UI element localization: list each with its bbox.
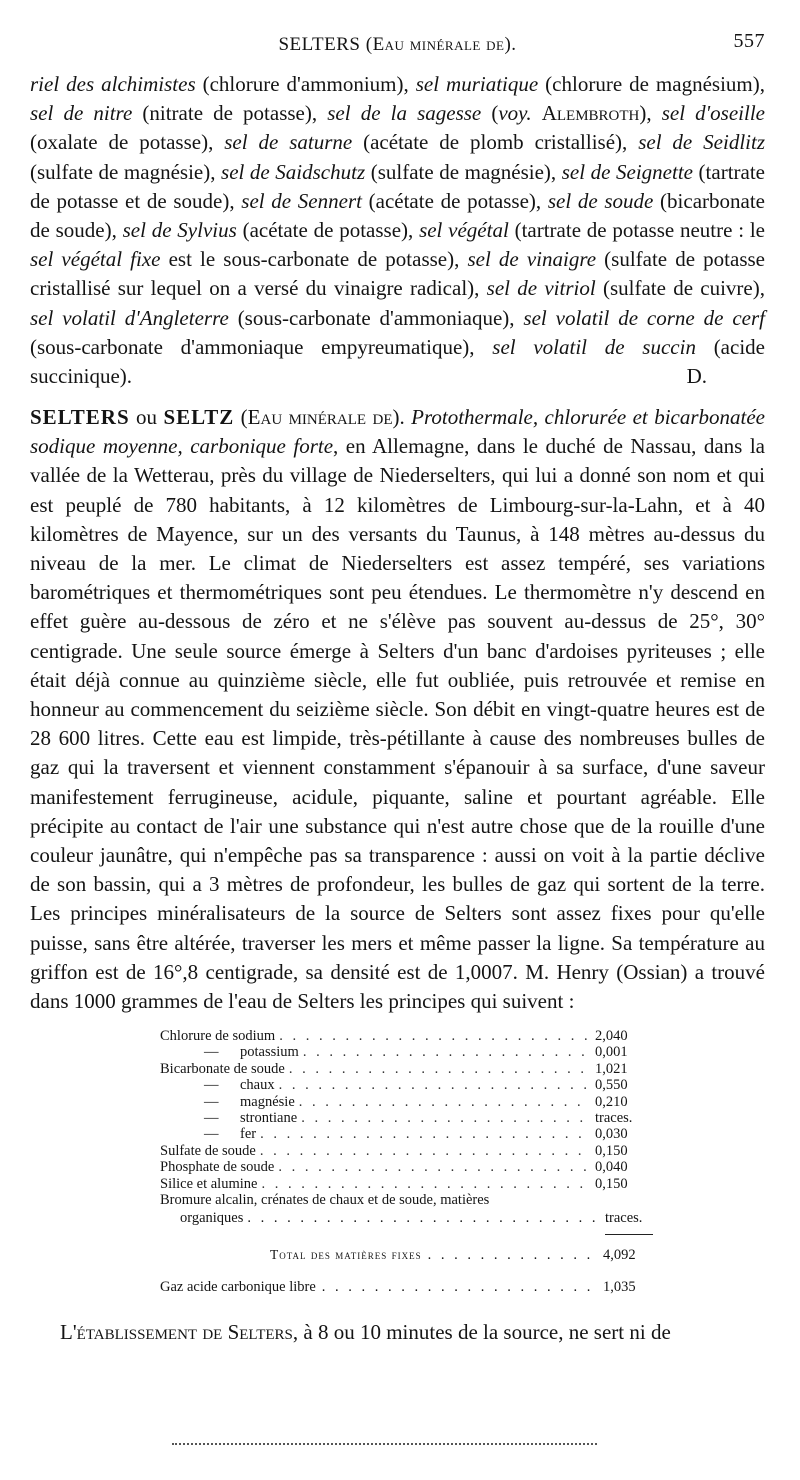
text-block-etablissement <box>60 1318 765 1346</box>
italic-run: sel de vinaigre <box>467 247 597 272</box>
table-row-value: 0,001 <box>595 1044 628 1061</box>
table-row-value: 0,550 <box>595 1077 628 1094</box>
footer-dotted-rule <box>172 1443 597 1445</box>
ditto-dash: — <box>204 1093 219 1110</box>
running-title-smallcaps: Eau minérale de <box>372 34 505 55</box>
sum-rule <box>605 1234 653 1235</box>
text-run: ou <box>129 405 164 429</box>
text-run: (sous-carbonate d'ammoniaque empyreumatique), <box>30 334 493 359</box>
leader-dots <box>303 1044 589 1060</box>
page-number: 557 <box>733 30 765 52</box>
table-row-label: Phosphate de soude <box>160 1159 275 1176</box>
table-row <box>160 1126 645 1142</box>
text-run: (acétate de potasse), <box>361 188 548 213</box>
text-run: ( <box>481 101 499 126</box>
composition-rows <box>160 1028 645 1192</box>
running-header <box>30 30 765 60</box>
running-title <box>30 34 765 56</box>
italic-run: sel de vitriol <box>486 276 596 301</box>
text-run: (sulfate de magnésie), <box>30 159 222 184</box>
table-row-value: traces. <box>605 1209 643 1226</box>
entry-title: SELTZ <box>163 405 235 429</box>
table-row <box>160 1061 645 1077</box>
smallcaps-run: Alembroth <box>541 101 640 126</box>
text-run: (bicarbonate de soude), <box>30 188 765 243</box>
italic-run: sel de saturne <box>224 130 353 155</box>
text-run: ). <box>392 405 412 429</box>
table-row <box>160 1094 645 1110</box>
total-label: Total des matières fixes <box>270 1246 422 1262</box>
table-row-value: 1,021 <box>595 1060 628 1077</box>
table-row-value: 0,150 <box>595 1175 628 1192</box>
table-row <box>160 1044 645 1060</box>
author-signature: D. <box>686 364 707 389</box>
leader-dots <box>428 1247 597 1264</box>
table-gaz-row <box>160 1279 645 1296</box>
italic-run: riel des alchimistes <box>30 72 196 96</box>
table-row-label: Sulfate de soude <box>160 1142 256 1159</box>
italic-run: sel de nitre <box>30 101 133 126</box>
text-run: (sulfate de cuivre), <box>595 276 765 301</box>
text-run: (tartrate de potasse neutre : le <box>508 218 765 243</box>
italic-run: sel d'oseille <box>661 101 765 126</box>
table-row-value: 0,040 <box>595 1159 628 1176</box>
ditto-dash: — <box>204 1044 219 1061</box>
text-run: (sulfate de magnésie), <box>365 159 562 184</box>
table-row <box>160 1028 645 1044</box>
table-row-label: Silice et alumine <box>160 1175 258 1192</box>
text-run: (acide succinique). <box>30 334 765 389</box>
running-title-end: ). <box>504 34 517 55</box>
table-row-label: Bicarbonate de soude <box>160 1060 285 1077</box>
text-run: (acétate de potasse), <box>236 218 420 243</box>
table-row <box>160 1143 645 1159</box>
running-title-main: SELTERS ( <box>278 34 373 55</box>
italic-run: sel volatil de succin <box>492 334 696 359</box>
table-row-label-cont: organiques <box>180 1209 244 1226</box>
text-run: (acétate de plomb cristallisé), <box>352 130 639 155</box>
italic-run: sel de la sagesse <box>327 101 482 126</box>
leader-dots <box>279 1077 589 1093</box>
leader-dots <box>260 1126 589 1142</box>
entry-title: SELTERS <box>30 405 130 429</box>
paragraph <box>60 1320 671 1344</box>
italic-run: sel de Sylvius <box>122 218 237 243</box>
paragraph <box>30 70 765 391</box>
italic-run: sel de Seidlitz <box>638 130 765 155</box>
text-run: (tartrate de potasse et de soude), <box>30 159 765 213</box>
smallcaps-run: L'établissement de Selters <box>60 1320 293 1344</box>
text-run: (chlorure d'ammonium), <box>195 72 416 96</box>
text-run: , en Allemagne, dans le duché de Nassau, dans la vallée de la Wetterau, près du village de Niederselters, qui lui a donné son nom et qui est peuplé de 780 habitants, à 12 kilomètres de Limbourg-sur-la-Lahn, et à 40 kilomètres de Mayence, sur un des versants du Taunus, à 148 mètres au-dessus du niveau de la mer. Le climat de Niederselters est assez tempéré, ses variations barométriques et thermométriques sont peu étendues. Le thermomètre n'y descend en effet guère au-dessous de zéro et ne s'élève pas souvent au-dessus de 25°, 30° centigrade. Une seule source émerge à Selters d'un banc d'ardoises pyriteuses ; elle était déjà connue au quinzième siècle, elle fut oubliée, puis retrouvée et remise en honneur au commencement du seizième siècle. Son débit en vingt-quatre heures est de 28 600 litres. Cette eau est limpide, très-pétillante à cause des nombreuses bulles de gaz qui la traversent et viennent constamment s'épanouir à sa surface, d'une saveur manifestement ferrugineuse, acidule, piquante, saline et pourtant agréable. Elle précipite au contact de l'air une substance qui n'est autre chose que de la rouille d'une couleur jaunâtre, qui n'empêche pas sa transparence : aussi on voit à la partie déclive de son bassin, qui a 3 mètres de profondeur, les bulles de gaz qui sortent de la terre. Les principes minéralisateurs de la source de Selters sont assez fixes pour qu'elle puisse, sans être altérée, traverser les mers et même passer la ligne. Sa température au griffon est de 16°,8 centigrade, sa densité est de 1,0007. M. Henry (Ossian) a trouvé dans 1000 grammes de l'eau de Selters les principes qui suivent : <box>30 434 765 1014</box>
text-run: (chlorure de magnésium), <box>538 72 765 96</box>
leader-dots <box>322 1279 597 1296</box>
table-row <box>160 1110 645 1126</box>
table-row-label: fer <box>240 1126 257 1143</box>
table-row-value: traces. <box>595 1109 633 1126</box>
table-row-label: strontiane <box>240 1109 298 1126</box>
text-run: (nitrate de potasse), <box>132 101 328 126</box>
leader-dots <box>301 1110 589 1126</box>
leader-dots <box>299 1094 589 1110</box>
leader-dots <box>278 1159 589 1175</box>
leader-dots <box>247 1210 619 1227</box>
ditto-dash: — <box>204 1077 219 1094</box>
italic-run: sel de Sennert <box>241 188 362 213</box>
paragraph <box>30 403 765 1016</box>
total-value: 4,092 <box>603 1246 636 1263</box>
table-row-label: potassium <box>240 1044 299 1061</box>
smallcaps-run: Eau minérale de <box>247 405 393 429</box>
leader-dots <box>261 1176 589 1192</box>
table-row-label: magnésie <box>240 1093 295 1110</box>
italic-run: sel végétal <box>419 218 509 243</box>
text-block-previous-entry <box>30 70 765 391</box>
italic-run: sel végétal fixe <box>30 247 161 272</box>
leader-dots <box>289 1061 589 1077</box>
italic-run: Protothermale, chlorurée et bicarbonatée sodique moyenne, carbonique forte <box>30 405 765 459</box>
table-row-bromure <box>160 1192 645 1228</box>
italic-run: sel de soude <box>547 188 654 213</box>
gaz-value: 1,035 <box>603 1278 636 1295</box>
table-row-label: Bromure alcalin, crénates de chaux et de soude, matières <box>160 1191 490 1208</box>
table-row-value: 0,030 <box>595 1126 628 1143</box>
leader-dots <box>260 1143 589 1159</box>
italic-run: sel volatil de corne de cerf <box>523 305 765 330</box>
ditto-dash: — <box>204 1126 219 1143</box>
text-run: ( <box>234 405 248 429</box>
text-run: (sulfate de potasse cristallisé sur lequel on a versé du vinaigre radical), <box>30 247 765 301</box>
table-row <box>160 1077 645 1093</box>
text-block-selters-entry <box>30 403 765 1016</box>
table-row-value: 2,040 <box>595 1028 628 1044</box>
text-run: (oxalate de potasse), <box>30 130 225 155</box>
text-run: , à 8 ou 10 minutes de la source, ne sert ni de <box>292 1320 671 1344</box>
italic-run: sel muriatique <box>415 72 539 96</box>
ditto-dash: — <box>204 1109 219 1126</box>
table-row-value: 0,150 <box>595 1142 628 1159</box>
text-run: est le sous-carbonate de potasse), <box>160 247 468 272</box>
italic-run: sel de Saidschutz <box>221 159 366 184</box>
italic-run: sel de Seignette <box>561 159 693 184</box>
gaz-label: Gaz acide carbonique libre <box>160 1278 316 1295</box>
text-run <box>532 101 542 125</box>
table-row <box>160 1159 645 1175</box>
italic-run: voy. <box>498 101 532 126</box>
italic-run: sel volatil d'Angleterre <box>30 305 229 330</box>
leader-dots <box>279 1028 589 1044</box>
table-total-row <box>160 1247 645 1269</box>
composition-table <box>160 1028 645 1296</box>
table-row <box>160 1176 645 1192</box>
table-row-label: chaux <box>240 1077 275 1094</box>
table-row-value: 0,210 <box>595 1093 628 1110</box>
text-run: (sous-carbonate d'ammoniaque), <box>228 305 524 330</box>
text-run: ), <box>639 101 662 126</box>
table-row-label: Chlorure de sodium <box>160 1028 276 1044</box>
